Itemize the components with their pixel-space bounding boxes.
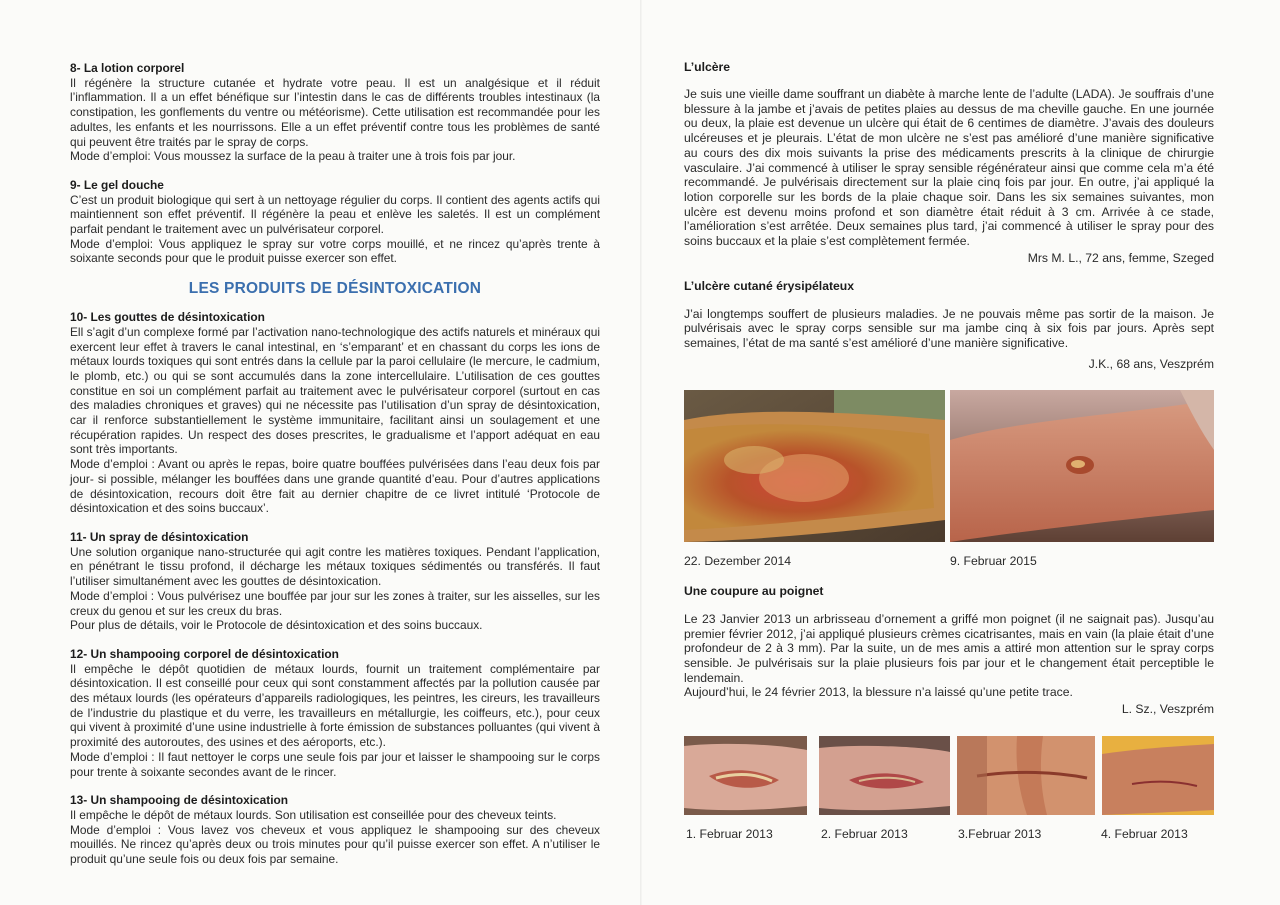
section-title: 13- Un shampooing de désintoxication [70, 793, 289, 808]
paragraph: C’est un produit biologique qui sert à un nettoyage régulier du corps. Il contient des agents actifs qui maintiennent son effet préventif. Il régénère la peau et enlève les saletés. Il est un complément parfait pendant le traitement avec un pulvérisateur corporel. [70, 192, 600, 237]
section-shampooing-corporel [70, 647, 600, 779]
photo-wrist-day1 [684, 736, 807, 815]
testimonial-signature: L. Sz., Veszprém [1121, 702, 1214, 717]
section-shampooing-detox [70, 793, 600, 867]
photo-leg-ulcer-after [950, 390, 1214, 542]
photo-row-erysip [684, 390, 1214, 570]
paragraph: Il empêche le dépôt de métaux lourds. Son utilisation est conseillée pour des cheveux teints. [70, 807, 557, 822]
usage-line: Mode d’emploi : Il faut nettoyer le corps une seule fois par jour et laisser le shampooing sur le corps pour trente à soixante secondes avant de le rincer. [70, 749, 600, 779]
usage-line: Mode d’emploi: Vous appliquez le spray sur votre corps mouillé, et ne rincez qu’après trente à soixante seconds pour que le produit puisse exercer son effet. [70, 236, 600, 266]
right-page [684, 60, 1214, 846]
photo-caption: 1. Februar 2013 [686, 827, 773, 842]
testimonial-title: L’ulcère cutané érysipélateux [684, 278, 855, 293]
reference-line: Pour plus de détails, voir le Protocole de désintoxication et des soins buccaux. [70, 618, 483, 633]
testimonial-title: L’ulcère [684, 60, 731, 74]
section-title: 12- Un shampooing corporel de désintoxication [70, 646, 339, 661]
section-gel-douche [70, 178, 600, 266]
testimonial-text: Je suis une vieille dame souffrant un diabète à marche lente de l’adulte (LADA). Je souffrais d’une blessure à la jambe et j’avais de petites plaies au dessus de ma cheville gauche. En une journée ou deux, la plaie est devenue un ulcère qui était de 6 centimes de diamètre. J’avais des douleurs ulcéreuses et je pleurais. L’état de mon ulcère ne s’est pas amélioré d’une manière significative au cours des dix mois suivants la prise des médicaments prescrits à la clinique de chirurgie vasculaire. J’ai commencé à utiliser le spray sensible régénérateur ainsi que comme cela m’a été recommandé. Je pulvérisais directement sur la plaie cinq fois par jour. En outre, j’ai appliqué la lotion corporelle sur les bords de la plaie chaque soir. Dans les six semaines suivantes, mon ulcère est devenu moins profond et son diamètre était réduit à 3 cm. Arrivée à ce stade, l’amélioration s’est arrêtée. Deux semaines plus tard, j’ai commencé à utiliser le spray pour des soins buccaux et la plaie s’est complètement fermée. [684, 87, 1214, 249]
testimonial-signature: J.K., 68 ans, Veszprém [1088, 356, 1214, 371]
photo-wrist-day2 [819, 736, 950, 815]
testimonial-text: Le 23 Janvier 2013 un arbrisseau d’ornement a griffé mon poignet (il ne saignait pas). Jusqu’au premier février 2012, j’ai appliqué plusieurs crèmes cicatrisantes, mais en vain (la plaie était d’une profondeur de 2 à 3 mm). Par la suite, un de mes amis a attiré mon attention sur le spray corps sensible. Je pulvérisais sur la plaie plusieurs fois par jour et le changement était perceptible le lendemain. [684, 611, 1214, 685]
usage-line: Mode d’emploi: Vous moussez la surface de la peau à traiter une à trois fois par jour. [70, 149, 516, 164]
section-title: 8- La lotion corporel [70, 61, 185, 75]
section-title: 11- Un spray de désintoxication [70, 529, 249, 544]
section-gouttes [70, 310, 600, 516]
testimonial-text: Aujourd’hui, le 24 février 2013, la blessure n’a laissé qu’une petite trace. [684, 685, 1073, 700]
detox-heading: LES PRODUITS DE DÉSINTOXICATION [188, 280, 482, 298]
photo-caption: 22. Dezember 2014 [684, 553, 792, 568]
usage-line: Mode d’emploi : Avant ou après le repas, boire quatre bouffées pulvérisées dans l’eau deux fois par jour- si possible, mélanger les bouffées dans une grande quantité d’eau. Pour d’autres applications de désintoxication, recours doit être fait au dernier chapitre de ce livret intitulé ‘Protocole de désintoxication et des soins buccaux’. [70, 457, 600, 516]
paragraph: Il empêche le dépôt quotidien de métaux lourds, fournit un traitement complémentaire par désintoxication. Il est conseillé pour ceux qui sont constamment affectés par la pollution causée par des métaux lourds (les opérateurs d’appareils radiologiques, les peintres, les cireurs, les travailleurs de l’industrie du plastique et du verre, les travailleurs en métallurgie, les coiffeurs, etc.), pour ceux qui vivent à proximité d’une usine industrielle à forte émission de substances polluantes (qui vivent à proximité des autoroutes, des usines et des aéroports, etc.). [70, 661, 600, 750]
photo-wrist-day4 [1102, 736, 1214, 815]
photo-caption: 4. Februar 2013 [1101, 827, 1188, 842]
photo-row-wrist [684, 736, 1214, 846]
testimonial-text: J’ai longtemps souffert de plusieurs maladies. Je ne pouvais même pas sortir de la maison. Je pulvérisais avec le spray corps sensible sur ma jambe cinq à six fois par jours. Après sept semaines, l’état de ma santé s’est amélioré d’une manière significative. [684, 306, 1214, 351]
page-fold [640, 0, 642, 905]
photo-leg-ulcer-before [684, 390, 945, 542]
paragraph: Ell s’agit d’un complexe formé par l’activation nano-technologique des actifs naturels et minéraux qui exercent leur effet à travers le canal intestinal, en ‘s’emparant’ et en chassant du corps les ions de métaux lourds toxiques qui sont entrés dans la cellule par la paroi cellulaire (le mercure, le cadmium, le plomb, etc.) ou qui se sont accumulés dans la zone intercellulaire. L’utilisation de ces gouttes constitue en soi un complément parfait au traitement avec le pulvérisateur corporel (surtout en cas des maladies chroniques et graves) qui ne nécessite pas l’utilisation d’un spray de désintoxication, car il renforce substantiellement le système immunitaire, facilitant ainsi un soulagement et une récupération rapides. Un respect des doses prescrites, le gradualisme et l’apport adéquat en eau sont très importants. [70, 324, 600, 457]
photo-caption: 2. Februar 2013 [821, 827, 908, 842]
photo-wrist-day3 [957, 736, 1095, 815]
left-page [70, 61, 600, 881]
section-title: 10- Les gouttes de désintoxication [70, 310, 265, 325]
photo-caption: 3.Februar 2013 [958, 827, 1042, 842]
testimonial-signature: Mrs M. L., 72 ans, femme, Szeged [1027, 250, 1214, 265]
photo-caption: 9. Februar 2015 [950, 553, 1037, 568]
usage-line: Mode d’emploi : Vous lavez vos cheveux et vous appliquez le shampooing sur des cheveux mouillés. Ne rincez qu’après deux ou trois minutes pour qu’il puisse exercer son effet. A n’utiliser le produit qu’une seule fois ou deux fois par semaine. [70, 822, 600, 867]
section-title: 9- Le gel douche [70, 177, 164, 192]
section-lotion [70, 61, 600, 164]
paragraph: Une solution organique nano-structurée qui agit contre les matières toxiques. Pendant l’application, en pénétrant le tissu profond, il décharge les métaux toxiques sédimentés ou transférés. Il faut l’utiliser simultanément avec les gouttes de désintoxication. [70, 544, 600, 589]
paragraph: Il régénère la structure cutanée et hydrate votre peau. Il est un analgésique et il réduit l’inflammation. Il a un effet bénéfique sur l’intestin dans le cas de différents troubles intestinaux (la constipation, les gonflements du ventre ou météorisme). Cette utilisation est recommandée pour les adultes, les enfants et les nourrissons. Elle a un effet préventif contre tous les problèmes de santé qui peuvent être traités par le spray de corps. [70, 75, 600, 149]
testimonial-title: Une coupure au poignet [684, 583, 824, 598]
usage-line: Mode d’emploi : Vous pulvérisez une bouffée par jour sur les zones à traiter, sur les aisselles, sur les creux du genou et sur les creux du bras. [70, 588, 600, 618]
section-spray-detox [70, 530, 600, 633]
